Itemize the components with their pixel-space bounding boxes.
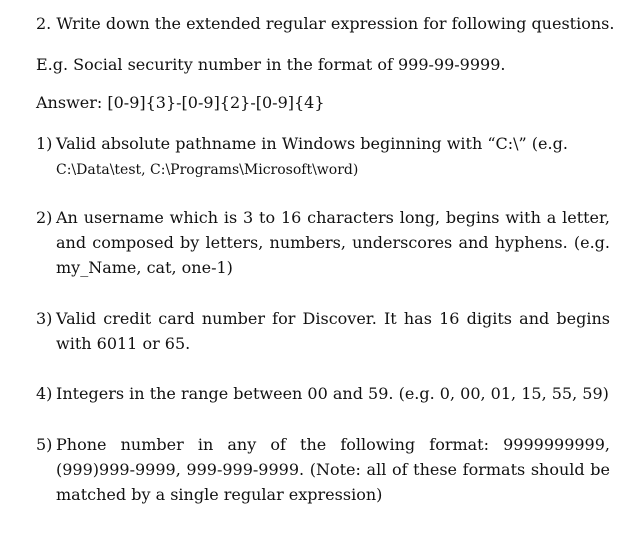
- answer-line: Answer: [0-9]{3}-[0-9]{2}-[0-9]{4}: [36, 93, 325, 112]
- item-number: 5): [36, 435, 53, 454]
- list-item-2: [36, 205, 610, 280]
- item-text: Phone number in any of the following format: 9999999999, (999)999-9999, 999-999-9999. (Note: all of these formats should be matched by a single regular expression): [56, 435, 610, 504]
- question-heading: 2. Write down the extended regular expression for following questions.: [36, 14, 615, 33]
- item-number: 3): [36, 309, 53, 328]
- item-text-main: Valid absolute pathname in Windows beginning with “C:\” (e.g.: [56, 134, 568, 153]
- list-item-5: [36, 432, 610, 507]
- item-number: 4): [36, 384, 53, 403]
- list-item-3: [36, 306, 610, 356]
- item-number: 1): [36, 134, 53, 153]
- item-example: C:\Data\test, C:\Programs\Microsoft\word): [56, 162, 359, 178]
- item-number: 2): [36, 208, 53, 227]
- item-text: Integers in the range between 00 and 59. (e.g. 0, 00, 01, 15, 55, 59): [56, 384, 609, 403]
- list-item-1: [36, 131, 610, 183]
- example-line: E.g. Social security number in the format of 999-99-9999.: [36, 55, 506, 74]
- item-text: [56, 131, 610, 183]
- list-item-4: [36, 381, 610, 406]
- item-text: An username which is 3 to 16 characters long, begins with a letter, and composed by letters, numbers, underscores and hyphens. (e.g. my_Name, cat, one-1): [56, 208, 610, 277]
- item-text: Valid credit card number for Discover. It has 16 digits and begins with 6011 or 65.: [56, 309, 610, 353]
